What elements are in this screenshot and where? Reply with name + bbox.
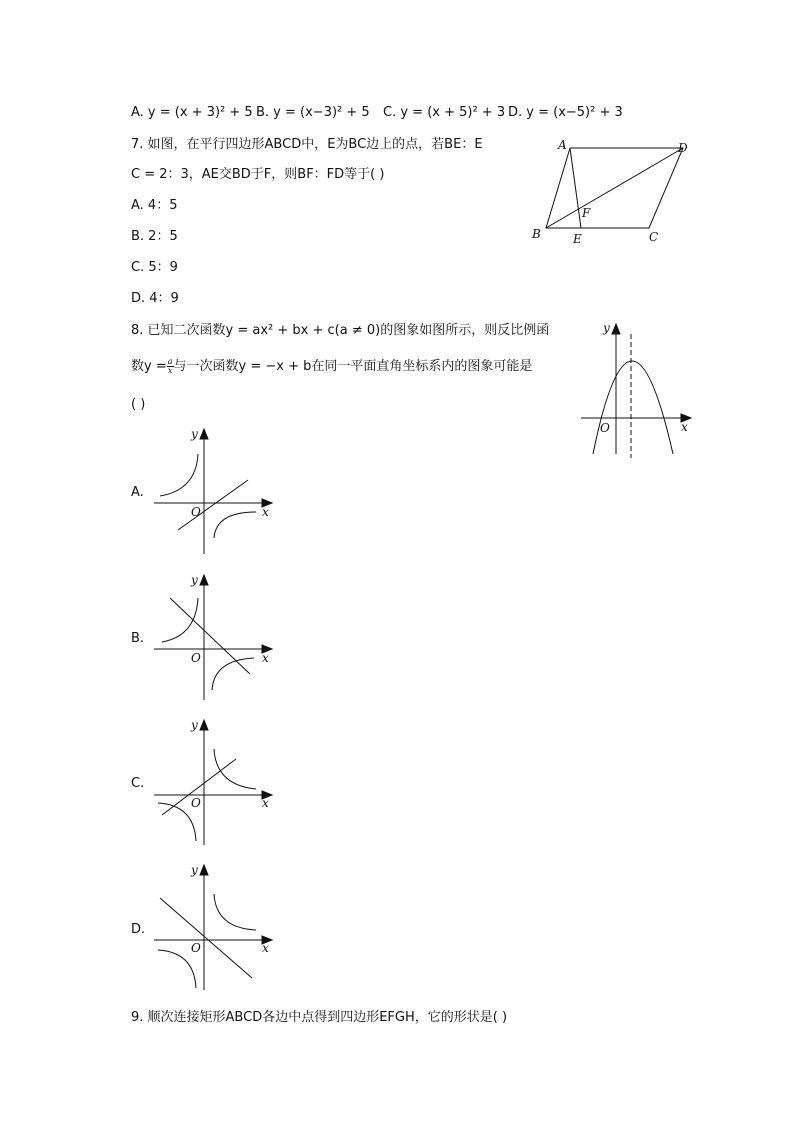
label-x: x	[262, 941, 269, 955]
y-axis-arrow-icon	[612, 324, 620, 334]
label-c: C	[649, 230, 659, 244]
label-y: y	[191, 427, 198, 441]
label-a: A	[558, 138, 567, 152]
label-x: x	[262, 651, 269, 665]
q7-option-a: A. 4：5	[131, 198, 178, 213]
hyperbola-branch	[212, 658, 254, 690]
segment-ae	[570, 148, 581, 228]
q8-option-c-label: C.	[131, 776, 145, 791]
fraction-denominator: x	[167, 366, 173, 375]
q7-option-b: B. 2：5	[131, 229, 178, 244]
label-origin: O	[191, 651, 201, 665]
hyperbola-branch	[214, 512, 256, 538]
q8-option-b-graph	[150, 570, 280, 702]
q8-stem-line1: 8. 已知二次函数y = ax² + bx + c(a ≠ 0)的图象如图所示，则反比例函	[131, 323, 550, 338]
hyperbola-branch	[214, 894, 256, 930]
q8-option-d-label: D.	[131, 922, 146, 937]
parabola-curve	[593, 361, 673, 454]
label-b: B	[532, 227, 541, 241]
q7-option-c: C. 5：9	[131, 260, 178, 275]
y-axis-arrow-icon	[200, 720, 208, 730]
y-axis-arrow-icon	[200, 865, 208, 875]
label-origin: O	[191, 796, 201, 810]
label-f: F	[582, 206, 591, 220]
label-y: y	[191, 573, 198, 587]
q7-stem-line2: C = 2：3，AE交BD于F，则BF：FD等于( )	[131, 167, 385, 182]
label-origin: O	[191, 505, 201, 519]
straight-line	[178, 480, 248, 530]
q8-option-a-graph	[150, 424, 280, 556]
q8-parabola-figure	[575, 320, 695, 458]
q8-option-c-graph	[150, 715, 280, 847]
y-axis-arrow-icon	[200, 575, 208, 585]
q8-option-d-graph	[150, 860, 280, 992]
label-y: y	[191, 718, 198, 732]
q6-option-d: D. y = (x−5)² + 3	[508, 105, 623, 120]
q8-stem-line2-suffix: 与一次函数y = −x + b在同一平面直角坐标系内的图象可能是	[173, 359, 533, 374]
label-y: y	[191, 863, 198, 877]
q7-parallelogram-figure	[525, 134, 700, 249]
q8-stem-line3: ( )	[131, 397, 146, 412]
q6-option-a: A. y = (x + 3)² + 5	[131, 105, 253, 120]
q9-stem: 9. 顺次连接矩形ABCD各边中点得到四边形EFGH，它的形状是( )	[131, 1010, 508, 1025]
label-d: D	[678, 141, 688, 155]
q8-option-b-label: B.	[131, 631, 145, 646]
q7-stem-line1: 7. 如图，在平行四边形ABCD中，E为BC边上的点，若BE：E	[131, 137, 483, 152]
hyperbola-branch	[214, 749, 256, 789]
q6-option-b: B. y = (x−3)² + 5	[256, 105, 370, 120]
straight-line	[160, 898, 252, 978]
hyperbola-branch	[158, 950, 196, 988]
hyperbola-branch	[160, 454, 198, 496]
fraction-numerator: a	[167, 357, 173, 366]
q8-option-a-label: A.	[131, 485, 144, 500]
label-x: x	[681, 420, 688, 434]
label-x: x	[262, 505, 269, 519]
straight-line	[170, 598, 250, 674]
q8-stem-line2-prefix: 数y =	[131, 359, 167, 374]
label-y: y	[603, 321, 610, 335]
label-e: E	[573, 232, 582, 246]
y-axis-arrow-icon	[200, 429, 208, 439]
label-x: x	[262, 796, 269, 810]
q6-option-c: C. y = (x + 5)² + 3	[383, 105, 506, 120]
q7-option-d: D. 4：9	[131, 291, 179, 306]
q8-stem-line2	[131, 358, 532, 376]
label-origin: O	[191, 941, 201, 955]
fraction-a-over-x	[167, 358, 174, 375]
label-origin: O	[600, 421, 610, 435]
